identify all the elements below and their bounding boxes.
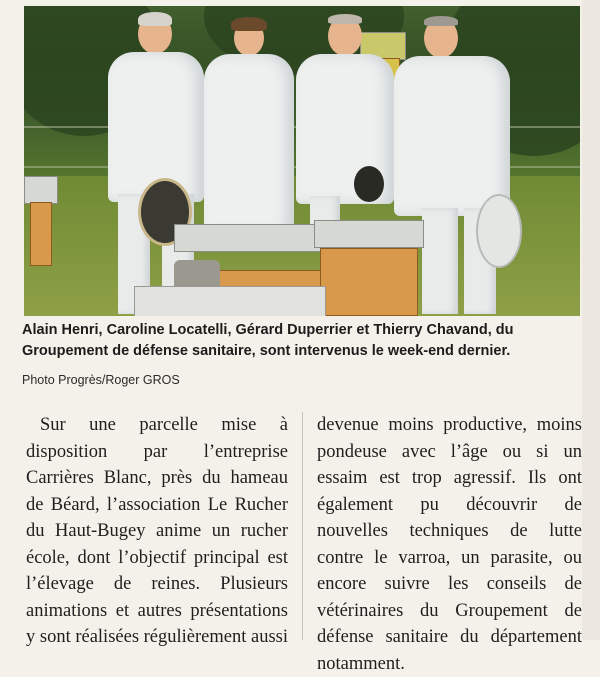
photo-caption: Alain Henri, Caroline Locatelli, Gérard Duperrier et Thierry Chavand, du Groupement de défense sanitaire, sont intervenus le week-end dernier.: [22, 322, 514, 359]
article-paragraph-2: devenue moins productive, moins pondeuse avec l’âge ou si un essaim est trop agressif. Ils ont également pu découvrir de nouvelles techniques de lutte contre le varroa, un parasite, ou encore suivre les conseils de vétérinaires du Groupement de défense sanitaire du département notamment.: [317, 415, 582, 674]
column-divider: [302, 412, 303, 640]
hive-left: [24, 176, 58, 266]
veil-hat-icon-2: [354, 166, 384, 202]
hive-base: [134, 286, 326, 316]
veil-hat-icon-3: [476, 194, 522, 268]
page-edge: [582, 0, 600, 640]
hive-front-right: [314, 220, 424, 316]
photo-credit: Photo Progrès/Roger GROS: [22, 373, 180, 387]
news-photo: [24, 6, 580, 316]
article-paragraph-1: Sur une parcelle mise à disposition par l’entreprise Carrières Blanc, près du hameau de Béard, l’association Le Rucher du Haut-Bugey anime un rucher école, dont l’objectif principal est l’élevage de reines. Plusieurs animations et autres présentations y sont réalisées régulièrement aussi: [26, 415, 288, 647]
article-column-1: [26, 412, 288, 651]
article-column-2: [317, 412, 582, 677]
